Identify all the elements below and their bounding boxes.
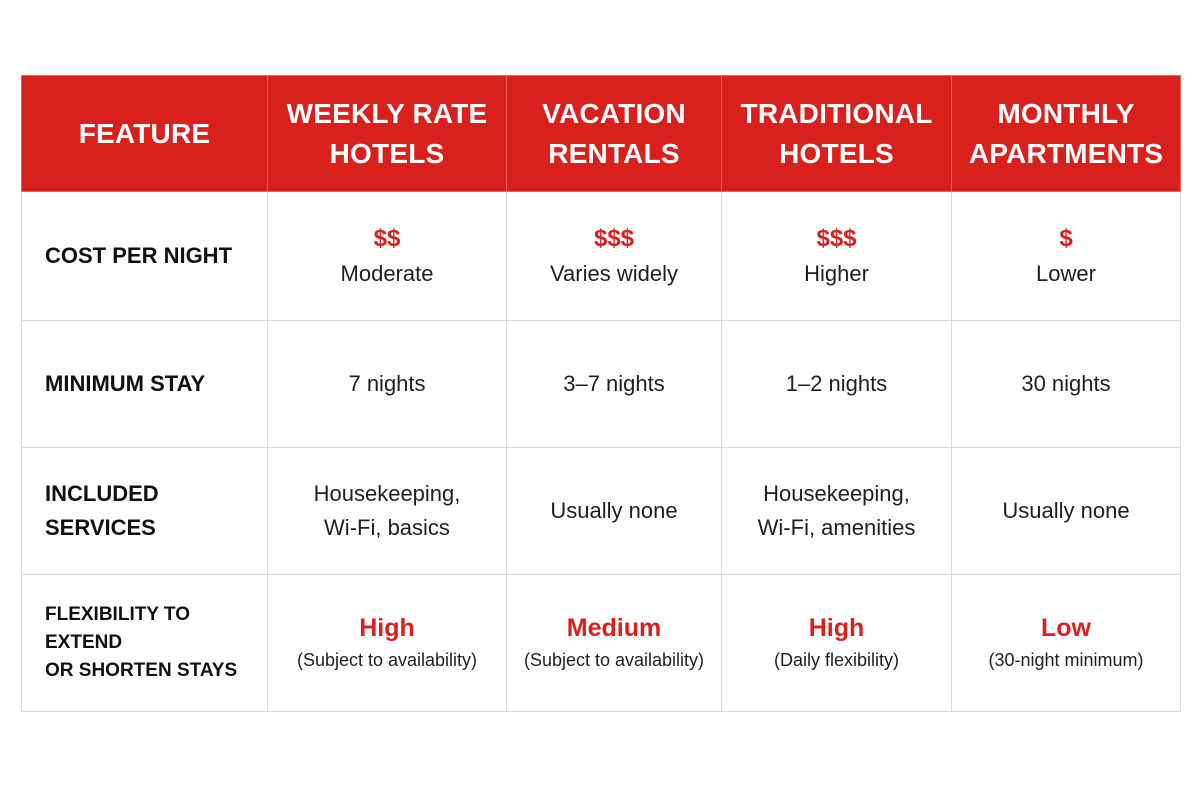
flexibility-note: (Daily flexibility) bbox=[773, 650, 899, 670]
header-traditional-hotels bbox=[722, 76, 952, 192]
services-line: Usually none bbox=[1002, 498, 1130, 523]
row-label bbox=[22, 575, 268, 712]
row-minimum-stay bbox=[22, 321, 1181, 448]
min-stay-cell: 7 nights bbox=[268, 321, 507, 448]
cost-description: Varies widely bbox=[550, 261, 678, 286]
flexibility-level: Low bbox=[1041, 614, 1091, 642]
header-line: WEEKLY RATE bbox=[286, 97, 488, 129]
row-label: MINIMUM STAY bbox=[22, 321, 268, 448]
flexibility-note: (30-night minimum) bbox=[988, 650, 1144, 670]
flexibility-level: Medium bbox=[566, 614, 662, 642]
cost-cell bbox=[268, 192, 507, 321]
header-line: RENTALS bbox=[548, 137, 680, 169]
flexibility-cell bbox=[722, 575, 952, 712]
header-vacation-rentals bbox=[507, 76, 722, 192]
row-label-line: FLEXIBILITY TO EXTEND bbox=[45, 604, 190, 653]
row-label: INCLUDED SERVICES bbox=[22, 448, 268, 575]
services-cell bbox=[952, 448, 1181, 575]
comparison-table bbox=[21, 75, 1181, 712]
services-line: Wi-Fi, amenities bbox=[757, 515, 916, 540]
header-line: HOTELS bbox=[329, 137, 445, 169]
services-cell bbox=[268, 448, 507, 575]
header-line: VACATION bbox=[542, 97, 686, 129]
min-stay-cell: 30 nights bbox=[952, 321, 1181, 448]
flexibility-note: (Subject to availability) bbox=[296, 650, 478, 670]
cost-cell bbox=[952, 192, 1181, 321]
header-line: MONTHLY bbox=[997, 97, 1135, 129]
services-line: Wi-Fi, basics bbox=[324, 515, 450, 540]
header-line: TRADITIONAL bbox=[740, 97, 933, 129]
services-line: Usually none bbox=[550, 498, 678, 523]
row-flexibility bbox=[22, 575, 1181, 712]
cost-cell bbox=[722, 192, 952, 321]
cost-symbol: $$ bbox=[373, 225, 401, 252]
header-line: APARTMENTS bbox=[968, 137, 1164, 169]
services-cell bbox=[722, 448, 952, 575]
min-stay-cell: 3–7 nights bbox=[507, 321, 722, 448]
flexibility-level: High bbox=[808, 614, 865, 642]
min-stay-cell: 1–2 nights bbox=[722, 321, 952, 448]
row-label-line: OR SHORTEN STAYS bbox=[45, 660, 238, 681]
cost-symbol: $ bbox=[1059, 225, 1073, 252]
flexibility-level: High bbox=[359, 614, 415, 642]
header-feature bbox=[22, 76, 268, 192]
cost-symbol: $$$ bbox=[593, 225, 635, 252]
cost-description: Lower bbox=[1036, 261, 1096, 286]
header-line: HOTELS bbox=[779, 137, 894, 169]
services-line: Housekeeping, bbox=[313, 481, 461, 506]
cost-description: Moderate bbox=[340, 261, 434, 286]
flexibility-cell bbox=[268, 575, 507, 712]
cost-cell bbox=[507, 192, 722, 321]
cost-description: Higher bbox=[804, 261, 869, 286]
flexibility-cell bbox=[952, 575, 1181, 712]
row-included-services bbox=[22, 448, 1181, 575]
flexibility-note: (Subject to availability) bbox=[523, 650, 705, 670]
cost-symbol: $$$ bbox=[816, 225, 857, 252]
row-label: COST PER NIGHT bbox=[22, 192, 268, 321]
services-line: Housekeeping, bbox=[763, 481, 910, 506]
header-line: FEATURE bbox=[78, 117, 211, 149]
services-cell bbox=[507, 448, 722, 575]
header-monthly-apartments bbox=[952, 76, 1181, 192]
header-row bbox=[22, 76, 1181, 192]
row-cost-per-night bbox=[22, 192, 1181, 321]
header-weekly-rate-hotels bbox=[268, 76, 507, 192]
flexibility-cell bbox=[507, 575, 722, 712]
